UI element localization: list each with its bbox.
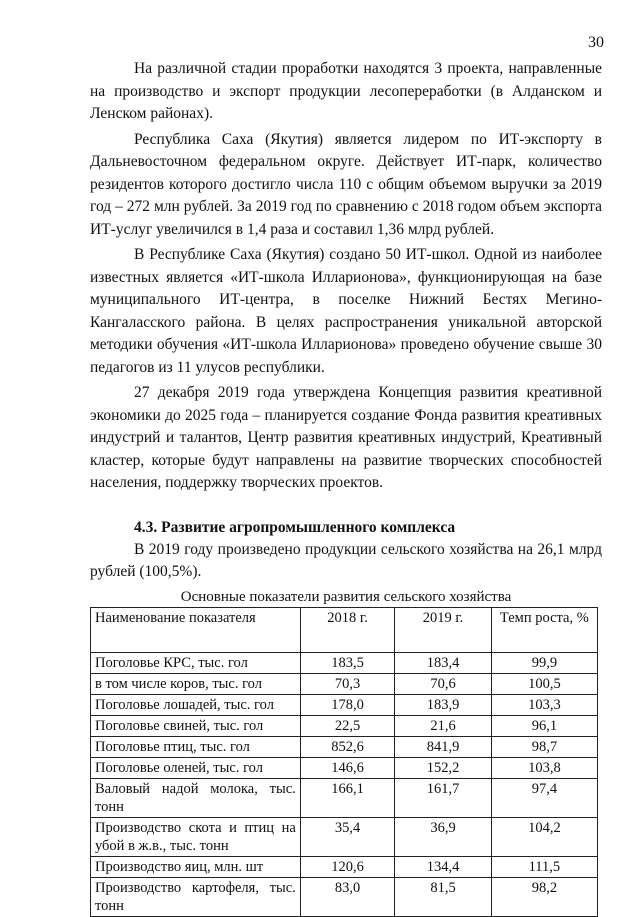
header-growth: Темп роста, % [491,607,597,652]
header-2019: 2019 г. [395,607,491,652]
table-body [91,652,598,916]
row-indicator: Поголовье лошадей, тыс. гол [91,694,301,715]
section-intro: В 2019 году произведено продукции сельского хозяйства на 26,1 млрд рублей (100,5%). [90,540,602,580]
row-growth: 98,7 [491,736,597,757]
row-indicator: Производство яиц, млн. шт [91,856,301,877]
table-row [91,817,598,856]
row-value-2018: 178,0 [300,694,395,715]
row-value-2018: 35,4 [300,817,395,856]
row-indicator: Поголовье свиней, тыс. гол [91,715,301,736]
row-growth: 103,3 [491,694,597,715]
row-value-2019: 134,4 [395,856,491,877]
row-value-2018: 852,6 [300,736,395,757]
row-value-2019: 81,5 [395,877,491,916]
row-value-2019: 21,6 [395,715,491,736]
row-growth: 97,4 [491,778,597,817]
row-indicator: Поголовье КРС, тыс. гол [91,652,301,673]
row-indicator: Поголовье птиц, тыс. гол [91,736,301,757]
paragraph-it-export: Республика Саха (Якутия) является лидером по ИТ-экспорту в Дальневосточном федеральном округе. Действует ИТ-парк, количество резидентов которого достигло числа 110 с общим объемом выручки за 2019 год – 272 млн рублей. За 2019 год по сравнению с 2018 годом объем экспорта ИТ-услуг увеличился в 1,4 раза и составил 1,36 млрд рублей. [90,130,602,238]
row-indicator: Поголовье оленей, тыс. гол [91,757,301,778]
table-row [91,877,598,916]
row-growth: 104,2 [491,817,597,856]
header-indicator: Наименование показателя [91,607,301,652]
header-2018: 2018 г. [300,607,395,652]
row-value-2018: 22,5 [300,715,395,736]
table-row [91,652,598,673]
table-row [91,694,598,715]
table-caption: Основные показатели развития сельского хозяйства [180,588,512,605]
row-value-2019: 36,9 [395,817,491,856]
document-body [90,58,602,917]
row-value-2018: 70,3 [300,673,395,694]
row-value-2019: 161,7 [395,778,491,817]
row-indicator: Производство скота и птиц на убой в ж.в., тыс. тонн [91,817,301,856]
page-number: 30 [588,34,604,51]
row-value-2018: 83,0 [300,877,395,916]
row-growth: 103,8 [491,757,597,778]
paragraph-forestry: На различной стадии проработки находятся 3 проекта, направленные на производство и экспорт продукции лесопереработки (в Алданском и Ленском районах). [90,60,602,122]
row-value-2018: 183,5 [300,652,395,673]
row-growth: 100,5 [491,673,597,694]
table-row [91,673,598,694]
table-row [91,736,598,757]
table-header-row [91,607,598,652]
row-value-2018: 120,6 [300,856,395,877]
row-growth: 111,5 [491,856,597,877]
row-value-2019: 183,4 [395,652,491,673]
table-row [91,778,598,817]
table-row [91,715,598,736]
table-row [91,856,598,877]
row-value-2018: 166,1 [300,778,395,817]
row-value-2019: 152,2 [395,757,491,778]
table-row [91,757,598,778]
row-growth: 98,2 [491,877,597,916]
paragraph-creative-economy: 27 декабря 2019 года утверждена Концепция развития креативной экономики до 2025 года – планируется создание Фонда развития креативных индустрий и талантов, Центр развития креативных индустрий, Креативный кластер, которые будут направлены на развитие творческих способностей населения, поддержку творческих проектов. [90,384,602,491]
row-value-2019: 841,9 [395,736,491,757]
row-growth: 96,1 [491,715,597,736]
row-value-2019: 183,9 [395,694,491,715]
paragraph-it-schools: В Республике Саха (Якутия) создано 50 ИТ-школ. Одной из наиболее известных является «ИТ-школа Илларионова», функционирующая на базе муниципального ИТ-центра, в поселке Нижний Бестях Мегино-Кангаласского района. В целях распространения уникальной авторской методики обучения «ИТ-школа Илларионова» проведено обучение свыше 30 педагогов из 11 улусов республики. [90,246,602,376]
row-growth: 99,9 [491,652,597,673]
row-value-2019: 70,6 [395,673,491,694]
agriculture-table [90,607,598,917]
row-value-2018: 146,6 [300,757,395,778]
row-indicator: Валовый надой молока, тыс. тонн [91,778,301,817]
row-indicator: Производство картофеля, тыс. тонн [91,877,301,916]
row-indicator: в том числе коров, тыс. гол [91,673,301,694]
section-title: 4.3. Развитие агропромышленного комплекса [134,518,456,536]
